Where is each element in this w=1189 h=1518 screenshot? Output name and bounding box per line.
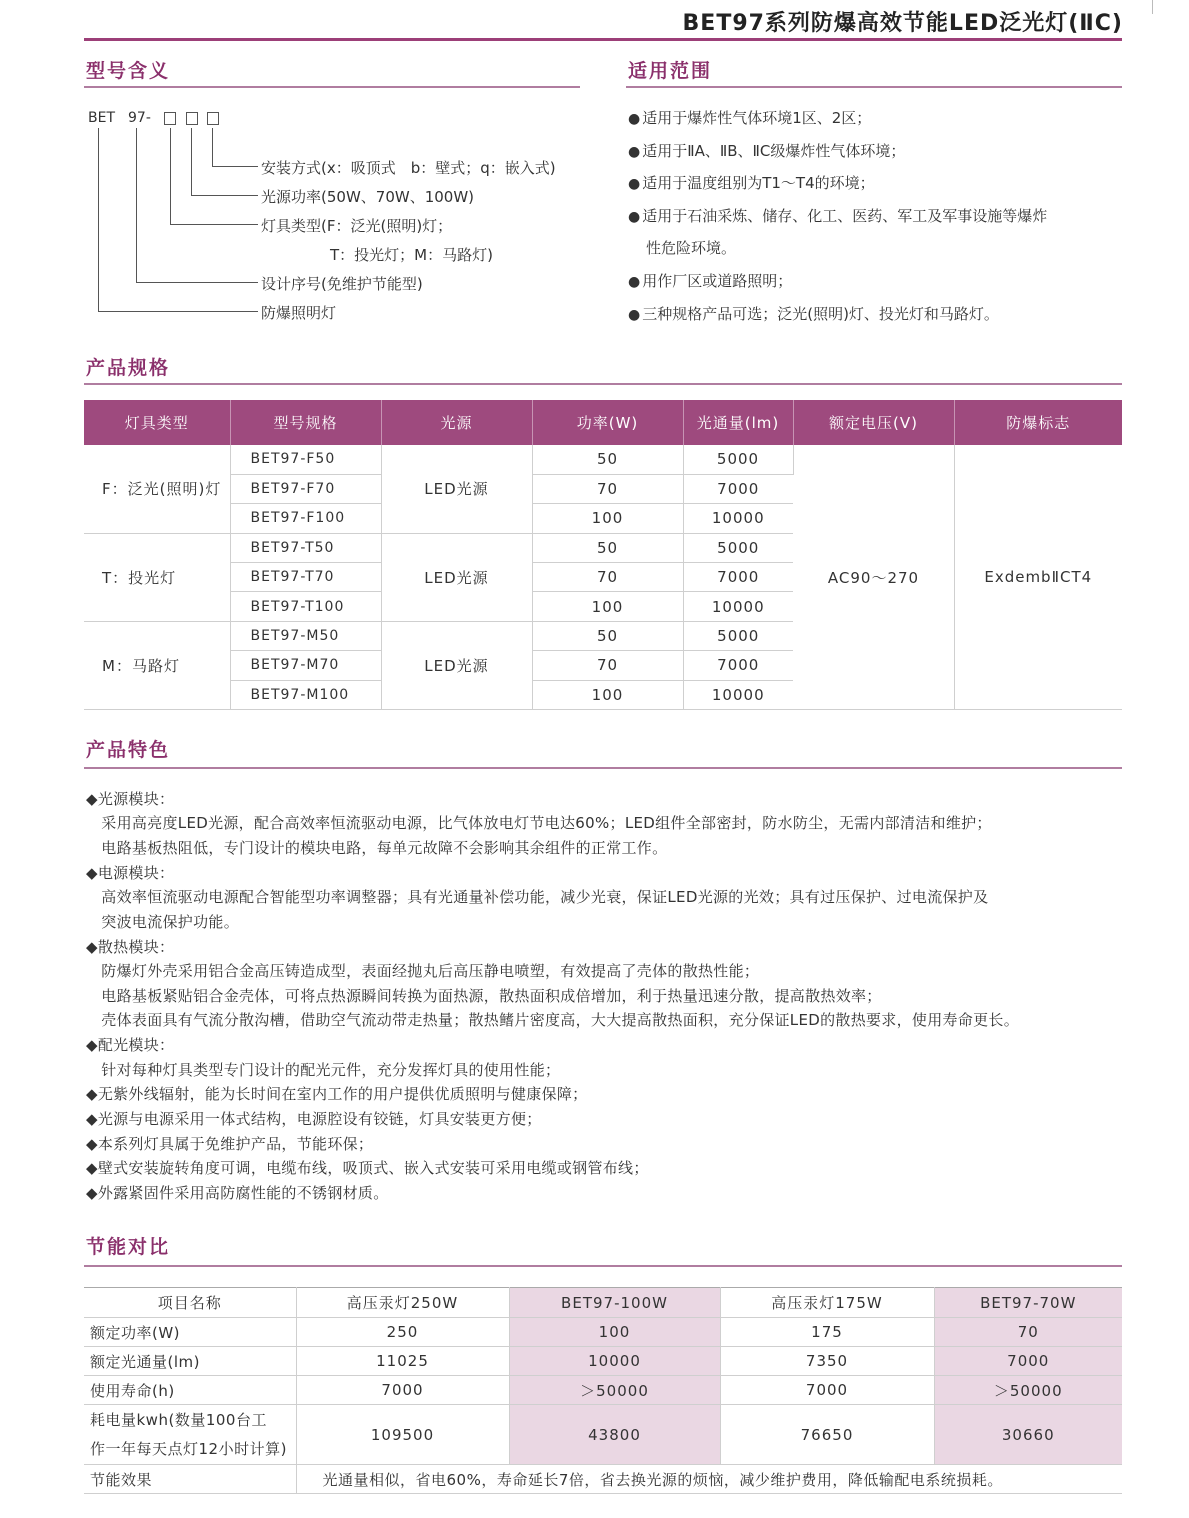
model-cell: BET97-M50 <box>230 621 381 650</box>
model-cell: BET97-T50 <box>230 533 381 562</box>
power-cell: 100 <box>532 592 683 621</box>
source-cell: LED光源 <box>381 621 532 709</box>
feature-line: 壳体表面具有气流分散沟槽，借助空气流动带走热量；散热鳍片密度高，大大提高散热面积，充分保证LED的散热要求，使用寿命更长。 <box>86 1011 1019 1029</box>
compare-value: ＞50000 <box>934 1376 1122 1405</box>
source-cell: LED光源 <box>381 445 532 533</box>
section-rule-features <box>84 767 1122 769</box>
model-cell: BET97-T100 <box>230 592 381 621</box>
power-cell: 50 <box>532 533 683 562</box>
spec-table <box>84 400 1122 710</box>
table-row <box>84 1347 1122 1376</box>
compare-label: 节能效果 <box>84 1465 296 1494</box>
source-cell: LED光源 <box>381 533 532 621</box>
flux-cell: 5000 <box>683 445 793 474</box>
feature-line: ◆壁式安装旋转角度可调，电缆布线，吸顶式、嵌入式安装可采用电缆或钢管布线； <box>86 1159 649 1177</box>
compare-label: 额定光通量(lm) <box>84 1347 296 1376</box>
feature-line: ◆无紫外线辐射，能为长时间在室内工作的用户提供优质照明与健康保障； <box>86 1085 588 1103</box>
lamp-type-cell: F：泛光(照明)灯 <box>84 445 230 533</box>
compare-label: 使用寿命(h) <box>84 1376 296 1405</box>
model-code-series: 97- <box>128 110 151 126</box>
spec-header-cell: 功率(W) <box>532 400 683 445</box>
feature-line: 防爆灯外壳采用铝合金高压铸造成型，表面经抛丸后高压静电喷塑，有效提高了壳体的散热性能； <box>86 962 760 980</box>
compare-header-cell: 高压汞灯250W <box>296 1288 509 1318</box>
section-title-features: 产品特色 <box>86 739 171 761</box>
spec-header-cell: 型号规格 <box>230 400 381 445</box>
compare-label <box>84 1405 296 1465</box>
effect-note: 光通量相似，省电60%，寿命延长7倍，省去换光源的烦恼，减少维护费用，降低输配电系统损耗。 <box>296 1465 1122 1494</box>
diagram-line <box>191 128 192 195</box>
model-cell: BET97-F50 <box>230 445 381 474</box>
explain-design: 设计序号(免维护节能型) <box>261 275 423 293</box>
explain-type-cont: T：投光灯；M：马路灯) <box>330 246 493 264</box>
feature-line: ◆光源与电源采用一体式结构，电源腔设有铰链，灯具安装更方便； <box>86 1110 542 1128</box>
explain-type: 灯具类型(F：泛光(照明)灯； <box>261 217 453 235</box>
model-cell: BET97-T70 <box>230 563 381 592</box>
flux-cell: 10000 <box>683 680 793 709</box>
compare-value: 70 <box>934 1318 1122 1347</box>
top-divider <box>84 38 1122 41</box>
section-title-compare: 节能对比 <box>86 1236 171 1258</box>
compare-header-cell: 高压汞灯175W <box>720 1288 934 1318</box>
corner-mark <box>1152 0 1153 14</box>
compare-header-cell: 项目名称 <box>84 1288 296 1318</box>
spec-header-cell: 防爆标志 <box>954 400 1122 445</box>
model-cell: BET97-F100 <box>230 504 381 533</box>
lamp-type-cell: T：投光灯 <box>84 533 230 621</box>
compare-value: 7350 <box>720 1347 934 1376</box>
feature-line: 高效率恒流驱动电源配合智能型功率调整器；具有光通量补偿功能，减少光衰，保证LED光源的光效；具有过压保护、过电流保护及 <box>86 888 989 906</box>
flux-cell: 5000 <box>683 533 793 562</box>
compare-value: 30660 <box>934 1405 1122 1465</box>
compare-value: 7000 <box>934 1347 1122 1376</box>
model-cell: BET97-F70 <box>230 474 381 503</box>
spec-header-cell: 灯具类型 <box>84 400 230 445</box>
compare-table <box>84 1287 1122 1494</box>
spec-header-row <box>84 400 1122 445</box>
section-title-spec: 产品规格 <box>86 357 171 379</box>
flux-cell: 10000 <box>683 592 793 621</box>
table-row <box>84 1376 1122 1405</box>
lamp-type-cell: M：马路灯 <box>84 621 230 709</box>
feature-line: ◆散热模块： <box>86 938 175 956</box>
spec-header-cell: 光源 <box>381 400 532 445</box>
compare-value: 250 <box>296 1318 509 1347</box>
spec-header-cell: 额定电压(V) <box>793 400 954 445</box>
section-title-model-meaning: 型号含义 <box>86 60 171 82</box>
feature-line: 采用高亮度LED光源，配合高效率恒流驱动电源，比气体放电灯节电达60%；LED组件全部密封，防水防尘，无需内部清洁和维护； <box>86 814 992 832</box>
feature-line: ◆电源模块： <box>86 864 175 882</box>
model-code-box-2 <box>186 112 198 125</box>
voltage-cell: AC90～270 <box>793 445 954 710</box>
table-row <box>84 1318 1122 1347</box>
scope-item: ● 适用于爆炸性气体环境1区、2区； <box>628 109 872 127</box>
compare-value: 76650 <box>720 1405 934 1465</box>
feature-line: ◆配光模块： <box>86 1036 175 1054</box>
feature-line: 针对每种灯具类型专门设计的配光元件，充分发挥灯具的使用性能； <box>86 1061 561 1079</box>
power-cell: 50 <box>532 621 683 650</box>
diagram-line <box>136 282 258 283</box>
ex-mark-cell: ExdembⅡCT4 <box>954 445 1122 710</box>
compare-label: 额定功率(W) <box>84 1318 296 1347</box>
section-rule-spec <box>84 383 1122 385</box>
explain-install: 安装方式(x：吸顶式 b：壁式；q：嵌入式) <box>261 159 556 177</box>
diagram-line <box>170 224 258 225</box>
diagram-line <box>212 166 258 167</box>
explain-power: 光源功率(50W、70W、100W) <box>261 188 475 206</box>
compare-value: 109500 <box>296 1405 509 1465</box>
section-rule-scope <box>626 86 1122 88</box>
feature-line: ◆外露紧固件采用高防腐性能的不锈钢材质。 <box>86 1184 389 1202</box>
power-cell: 50 <box>532 445 683 474</box>
power-cell: 100 <box>532 680 683 709</box>
table-row <box>84 1405 1122 1465</box>
compare-value: 43800 <box>509 1405 720 1465</box>
explain-explosion-proof: 防爆照明灯 <box>261 304 337 322</box>
section-rule-compare <box>84 1265 1122 1267</box>
model-cell: BET97-M70 <box>230 651 381 680</box>
power-cell: 70 <box>532 474 683 503</box>
diagram-line <box>191 195 258 196</box>
table-row <box>84 1465 1122 1494</box>
power-cell: 70 <box>532 651 683 680</box>
compare-header-cell: BET97-100W <box>509 1288 720 1318</box>
feature-line: 突波电流保护功能。 <box>86 913 240 931</box>
model-cell: BET97-M100 <box>230 680 381 709</box>
compare-header-row <box>84 1288 1122 1318</box>
page-title: BET97系列防爆高效节能LED泛光灯(ⅡC) <box>682 11 1123 36</box>
model-code-box-1 <box>164 112 176 125</box>
scope-item: ● 适用于ⅡA、ⅡB、ⅡC级爆炸性气体环境； <box>628 142 906 160</box>
model-code-prefix: BET <box>88 110 116 126</box>
compare-value: 7000 <box>296 1376 509 1405</box>
flux-cell: 7000 <box>683 474 793 503</box>
feature-line: 电路基板紧贴铝合金壳体，可将点热源瞬间转换为面热源，散热面积成倍增加，利于热量迅速分散，提高散热效率； <box>86 987 882 1005</box>
scope-item: ● 适用于石油采炼、储存、化工、医药、军工及军事设施等爆炸 <box>628 207 1048 225</box>
power-cell: 100 <box>532 504 683 533</box>
flux-cell: 5000 <box>683 621 793 650</box>
scope-item: ● 三种规格产品可选；泛光(照明)灯、投光灯和马路灯。 <box>628 305 999 323</box>
table-row <box>84 445 1122 474</box>
energy-label-line: 耗电量kwh(数量100台工 <box>90 1410 267 1429</box>
spec-header-cell: 光通量(lm) <box>683 400 793 445</box>
flux-cell: 7000 <box>683 651 793 680</box>
section-rule-model-meaning <box>84 86 580 88</box>
compare-header-cell: BET97-70W <box>934 1288 1122 1318</box>
diagram-line <box>98 311 258 312</box>
model-code-box-3 <box>207 112 219 125</box>
compare-value: 175 <box>720 1318 934 1347</box>
energy-label-line: 作一年每天点灯12小时计算) <box>90 1439 287 1458</box>
compare-value: 100 <box>509 1318 720 1347</box>
scope-item: ● 适用于温度组别为T1～T4的环境； <box>628 174 875 192</box>
feature-line: ◆光源模块： <box>86 790 175 808</box>
diagram-line <box>98 128 99 311</box>
scope-item: ● 用作厂区或道路照明； <box>628 272 793 290</box>
compare-value: 7000 <box>720 1376 934 1405</box>
power-cell: 70 <box>532 563 683 592</box>
scope-item-cont: 性危险环境。 <box>646 239 737 257</box>
flux-cell: 10000 <box>683 504 793 533</box>
flux-cell: 7000 <box>683 563 793 592</box>
diagram-line <box>136 128 137 282</box>
diagram-line <box>212 128 213 166</box>
section-title-scope: 适用范围 <box>628 60 713 82</box>
compare-value: 11025 <box>296 1347 509 1376</box>
compare-value: 10000 <box>509 1347 720 1376</box>
feature-line: ◆本系列灯具属于免维护产品，节能环保； <box>86 1135 374 1153</box>
compare-value: ＞50000 <box>509 1376 720 1405</box>
feature-line: 电路基板热阻低，专门设计的模块电路，每单元故障不会影响其余组件的正常工作。 <box>86 839 668 857</box>
diagram-line <box>170 128 171 224</box>
